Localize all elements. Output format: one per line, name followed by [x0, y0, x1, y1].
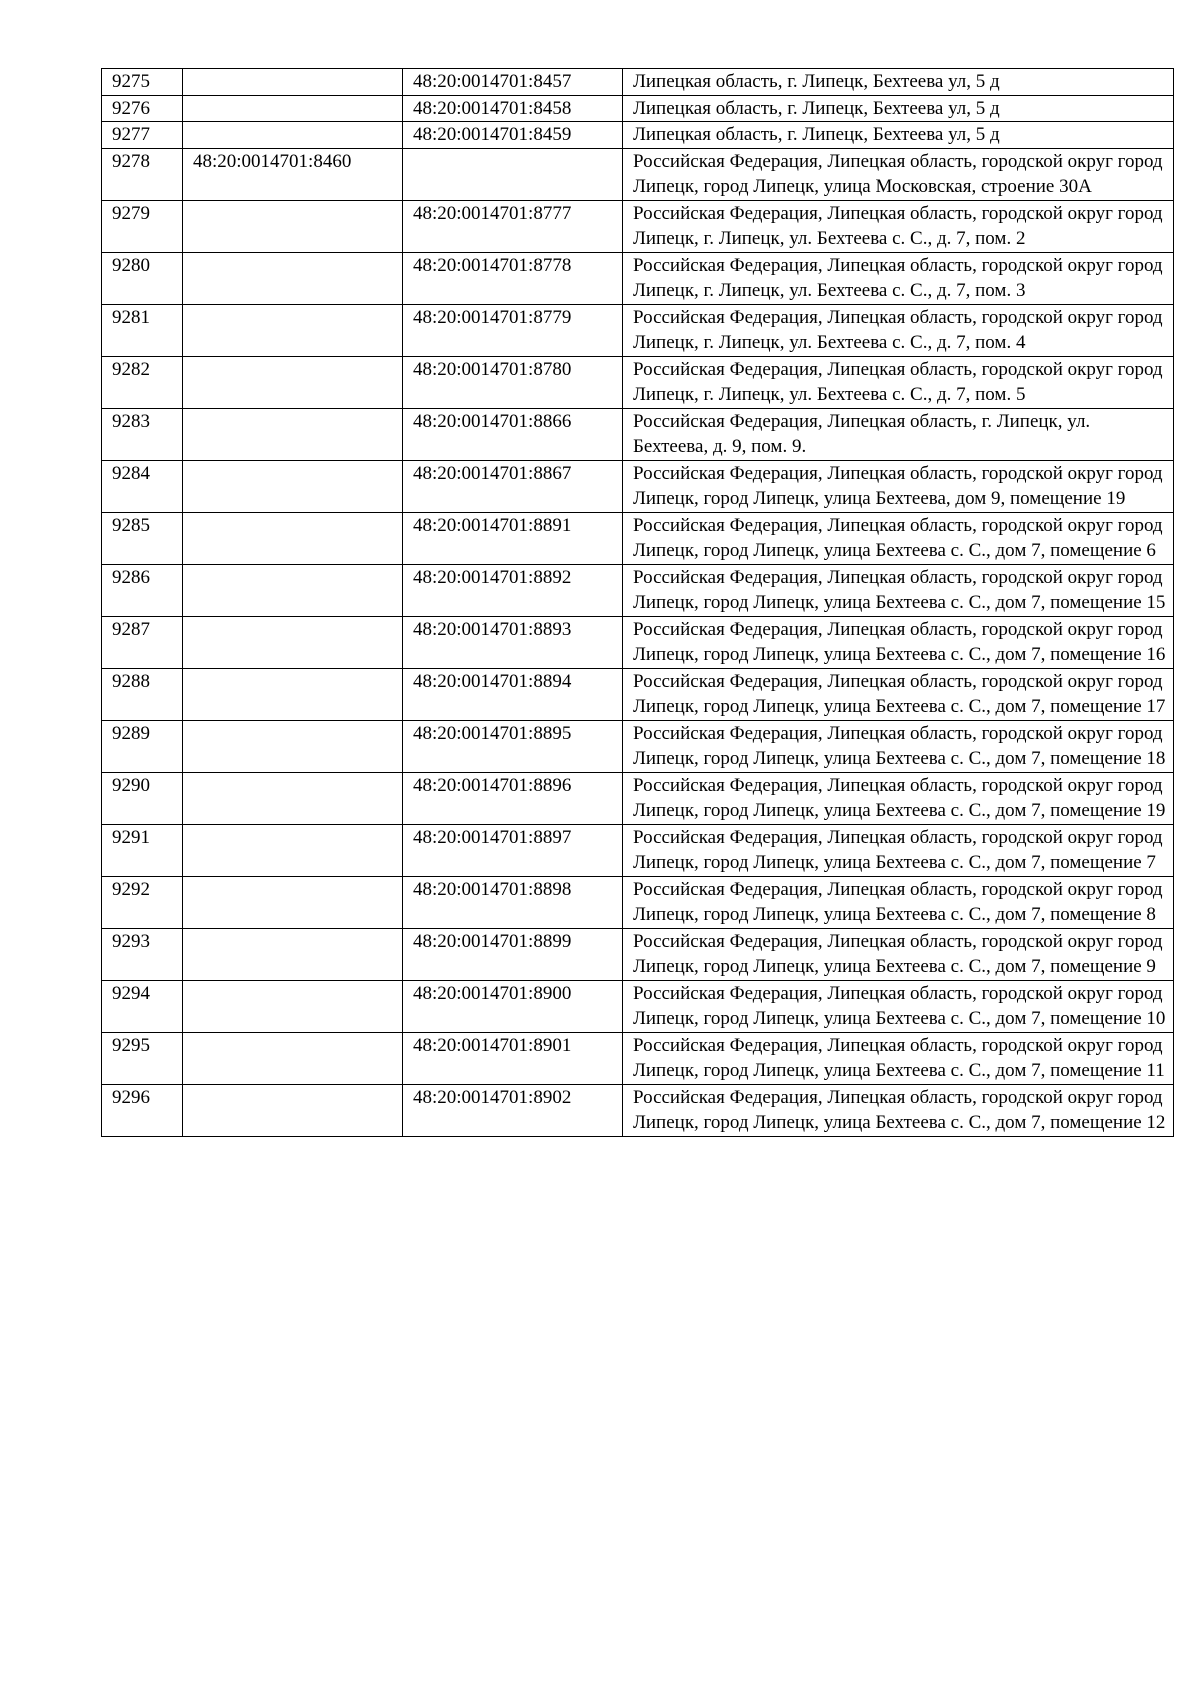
row-number-cell: 9282	[102, 356, 183, 408]
cadastral-number-a-cell	[183, 252, 403, 304]
table-row	[102, 95, 1174, 122]
cadastral-number-b-cell: 48:20:0014701:8893	[403, 616, 623, 668]
cadastral-number-b-cell: 48:20:0014701:8898	[403, 876, 623, 928]
address-cell: Российская Федерация, Липецкая область, городской округ город Липецк, город Липецк, улица Бехтеева с. С., дом 7, помещение 17	[623, 668, 1174, 720]
row-number-cell: 9296	[102, 1084, 183, 1136]
cadastral-number-a-cell	[183, 824, 403, 876]
row-number-cell: 9295	[102, 1032, 183, 1084]
address-cell: Российская Федерация, Липецкая область, городской округ город Липецк, город Липецк, улица Бехтеева с. С., дом 7, помещение 11	[623, 1032, 1174, 1084]
row-number-cell: 9288	[102, 668, 183, 720]
address-cell: Российская Федерация, Липецкая область, городской округ город Липецк, город Липецк, улица Бехтеева с. С., дом 7, помещение 9	[623, 928, 1174, 980]
cadastral-number-a-cell	[183, 408, 403, 460]
cadastral-number-b-cell: 48:20:0014701:8867	[403, 460, 623, 512]
table-row	[102, 824, 1174, 876]
table-row	[102, 304, 1174, 356]
address-cell: Российская Федерация, Липецкая область, городской округ город Липецк, город Липецк, улица Бехтеева с. С., дом 7, помещение 16	[623, 616, 1174, 668]
cadastral-number-a-cell	[183, 1032, 403, 1084]
row-number-cell: 9276	[102, 95, 183, 122]
row-number-cell: 9280	[102, 252, 183, 304]
address-cell: Российская Федерация, Липецкая область, городской округ город Липецк, город Липецк, улица Бехтеева с. С., дом 7, помещение 6	[623, 512, 1174, 564]
row-number-cell: 9289	[102, 720, 183, 772]
row-number-cell: 9292	[102, 876, 183, 928]
address-cell: Липецкая область, г. Липецк, Бехтеева ул, 5 д	[623, 95, 1174, 122]
property-registry-table	[101, 68, 1174, 1137]
table-row	[102, 252, 1174, 304]
cadastral-number-b-cell: 48:20:0014701:8892	[403, 564, 623, 616]
cadastral-number-a-cell	[183, 1084, 403, 1136]
cadastral-number-b-cell: 48:20:0014701:8866	[403, 408, 623, 460]
cadastral-number-a-cell	[183, 122, 403, 149]
row-number-cell: 9284	[102, 460, 183, 512]
cadastral-number-b-cell: 48:20:0014701:8459	[403, 122, 623, 149]
cadastral-number-a-cell	[183, 304, 403, 356]
address-cell: Российская Федерация, Липецкая область, городской округ город Липецк, г. Липецк, ул. Бехтеева с. С., д. 7, пом. 2	[623, 200, 1174, 252]
table-row	[102, 460, 1174, 512]
row-number-cell: 9281	[102, 304, 183, 356]
cadastral-number-a-cell	[183, 564, 403, 616]
table-row	[102, 876, 1174, 928]
cadastral-number-a-cell	[183, 200, 403, 252]
cadastral-number-a-cell	[183, 980, 403, 1032]
row-number-cell: 9286	[102, 564, 183, 616]
row-number-cell: 9278	[102, 148, 183, 200]
cadastral-number-a-cell	[183, 720, 403, 772]
address-cell: Липецкая область, г. Липецк, Бехтеева ул, 5 д	[623, 122, 1174, 149]
address-cell: Российская Федерация, Липецкая область, городской округ город Липецк, город Липецк, улица Бехтеева, дом 9, помещение 19	[623, 460, 1174, 512]
table-row	[102, 772, 1174, 824]
cadastral-number-b-cell: 48:20:0014701:8894	[403, 668, 623, 720]
cadastral-number-a-cell	[183, 772, 403, 824]
address-cell: Российская Федерация, Липецкая область, городской округ город Липецк, город Липецк, улица Бехтеева с. С., дом 7, помещение 10	[623, 980, 1174, 1032]
address-cell: Российская Федерация, Липецкая область, городской округ город Липецк, город Липецк, улица Бехтеева с. С., дом 7, помещение 18	[623, 720, 1174, 772]
cadastral-number-b-cell: 48:20:0014701:8902	[403, 1084, 623, 1136]
row-number-cell: 9291	[102, 824, 183, 876]
row-number-cell: 9283	[102, 408, 183, 460]
table-row	[102, 200, 1174, 252]
row-number-cell: 9293	[102, 928, 183, 980]
table-row	[102, 668, 1174, 720]
row-number-cell: 9287	[102, 616, 183, 668]
table-row	[102, 928, 1174, 980]
cadastral-number-b-cell: 48:20:0014701:8895	[403, 720, 623, 772]
row-number-cell: 9275	[102, 69, 183, 96]
cadastral-number-a-cell	[183, 512, 403, 564]
row-number-cell: 9294	[102, 980, 183, 1032]
address-cell: Российская Федерация, Липецкая область, городской округ город Липецк, г. Липецк, ул. Бехтеева с. С., д. 7, пом. 4	[623, 304, 1174, 356]
cadastral-number-a-cell	[183, 69, 403, 96]
cadastral-number-b-cell: 48:20:0014701:8458	[403, 95, 623, 122]
table-row	[102, 616, 1174, 668]
cadastral-number-b-cell	[403, 148, 623, 200]
cadastral-number-a-cell	[183, 876, 403, 928]
table-row	[102, 1032, 1174, 1084]
cadastral-number-b-cell: 48:20:0014701:8897	[403, 824, 623, 876]
cadastral-number-a-cell	[183, 928, 403, 980]
cadastral-number-b-cell: 48:20:0014701:8901	[403, 1032, 623, 1084]
address-cell: Российская Федерация, Липецкая область, г. Липецк, ул. Бехтеева, д. 9, пом. 9.	[623, 408, 1174, 460]
cadastral-number-b-cell: 48:20:0014701:8780	[403, 356, 623, 408]
registry-body	[102, 69, 1174, 1137]
cadastral-number-a-cell	[183, 460, 403, 512]
cadastral-number-b-cell: 48:20:0014701:8777	[403, 200, 623, 252]
row-number-cell: 9277	[102, 122, 183, 149]
address-cell: Российская Федерация, Липецкая область, городской округ город Липецк, город Липецк, улица Бехтеева с. С., дом 7, помещение 19	[623, 772, 1174, 824]
address-cell: Российская Федерация, Липецкая область, городской округ город Липецк, г. Липецк, ул. Бехтеева с. С., д. 7, пом. 5	[623, 356, 1174, 408]
row-number-cell: 9279	[102, 200, 183, 252]
cadastral-number-a-cell	[183, 668, 403, 720]
table-row	[102, 148, 1174, 200]
table-row	[102, 356, 1174, 408]
table-row	[102, 512, 1174, 564]
cadastral-number-b-cell: 48:20:0014701:8896	[403, 772, 623, 824]
address-cell: Российская Федерация, Липецкая область, городской округ город Липецк, город Липецк, улица Бехтеева с. С., дом 7, помещение 7	[623, 824, 1174, 876]
address-cell: Липецкая область, г. Липецк, Бехтеева ул, 5 д	[623, 69, 1174, 96]
table-row	[102, 564, 1174, 616]
cadastral-number-a-cell	[183, 616, 403, 668]
address-cell: Российская Федерация, Липецкая область, городской округ город Липецк, город Липецк, улица Бехтеева с. С., дом 7, помещение 15	[623, 564, 1174, 616]
cadastral-number-b-cell: 48:20:0014701:8899	[403, 928, 623, 980]
table-row	[102, 69, 1174, 96]
address-cell: Российская Федерация, Липецкая область, городской округ город Липецк, г. Липецк, ул. Бехтеева с. С., д. 7, пом. 3	[623, 252, 1174, 304]
cadastral-number-b-cell: 48:20:0014701:8778	[403, 252, 623, 304]
table-row	[102, 720, 1174, 772]
cadastral-number-b-cell: 48:20:0014701:8779	[403, 304, 623, 356]
cadastral-number-b-cell: 48:20:0014701:8891	[403, 512, 623, 564]
address-cell: Российская Федерация, Липецкая область, городской округ город Липецк, город Липецк, улица Московская, строение 30А	[623, 148, 1174, 200]
cadastral-number-a-cell	[183, 95, 403, 122]
address-cell: Российская Федерация, Липецкая область, городской округ город Липецк, город Липецк, улица Бехтеева с. С., дом 7, помещение 12	[623, 1084, 1174, 1136]
address-cell: Российская Федерация, Липецкая область, городской округ город Липецк, город Липецк, улица Бехтеева с. С., дом 7, помещение 8	[623, 876, 1174, 928]
row-number-cell: 9285	[102, 512, 183, 564]
cadastral-number-b-cell: 48:20:0014701:8900	[403, 980, 623, 1032]
cadastral-number-b-cell: 48:20:0014701:8457	[403, 69, 623, 96]
table-row	[102, 408, 1174, 460]
cadastral-number-a-cell	[183, 356, 403, 408]
table-row	[102, 1084, 1174, 1136]
row-number-cell: 9290	[102, 772, 183, 824]
table-row	[102, 980, 1174, 1032]
table-row	[102, 122, 1174, 149]
cadastral-number-a-cell: 48:20:0014701:8460	[183, 148, 403, 200]
